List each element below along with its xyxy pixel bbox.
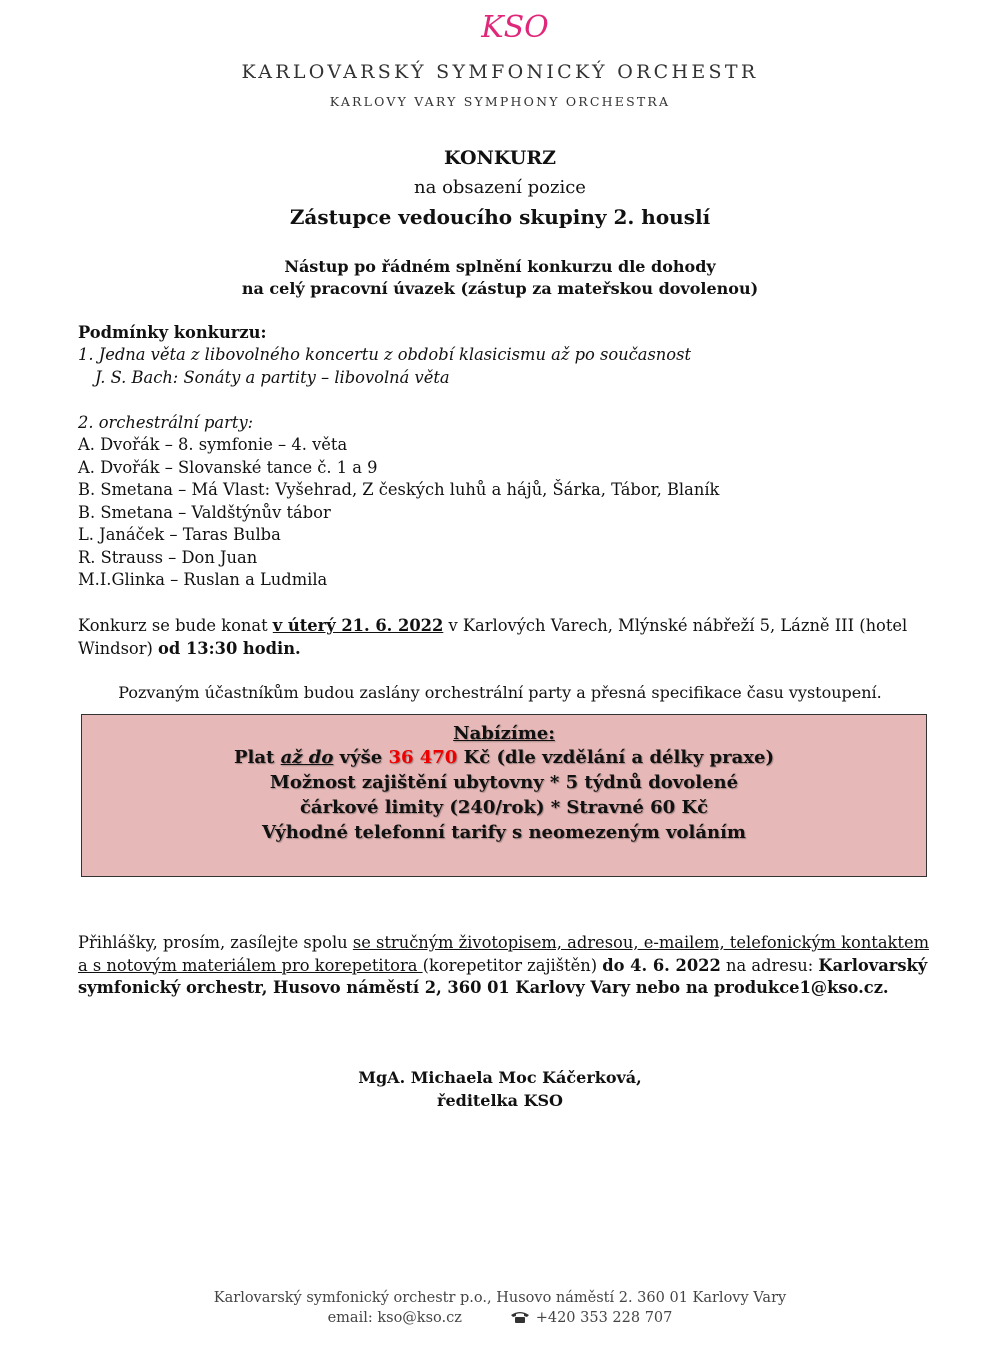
position-title: Zástupce vedoucího skupiny 2. houslí (289, 205, 711, 229)
condition-item-1: 1. Jedna věta z libovolného koncertu z období klasicismu až po současnost (78, 345, 691, 364)
page-title: KONKURZ (444, 147, 556, 169)
offer-line-4: Výhodné telefonní tarify s neomezeným voláním (262, 822, 746, 843)
salary-upto: až do (280, 747, 334, 768)
phone-icon (509, 1310, 531, 1324)
part-item: A. Dvořák – Slovanské tance č. 1 a 9 (78, 458, 378, 477)
signature-role: ředitelka KSO (437, 1091, 563, 1110)
org-name-en: KARLOVY VARY SYMPHONY ORCHESTRA (329, 94, 671, 109)
footer-email: email: kso@kso.cz (327, 1310, 462, 1326)
offer-line-2: Možnost zajištění ubytovny * 5 týdnů dovolené (269, 772, 739, 793)
part-item: R. Strauss – Don Juan (78, 548, 258, 567)
offer-salary (81, 747, 927, 768)
part-item: B. Smetana – Valdštýnův tábor (78, 503, 331, 522)
page-subtitle: na obsazení pozice (414, 177, 586, 198)
footer-contact (0, 1310, 1000, 1326)
logo-text: KSO (481, 10, 549, 45)
org-name: KARLOVARSKÝ SYMFONICKÝ ORCHESTR (241, 61, 759, 83)
footer-phone: +420 353 228 707 (535, 1310, 673, 1326)
offer-line-3: čárkové limity (240/rok) * Stravné 60 Kč (299, 797, 709, 818)
venue-time: od 13:30 hodin. (158, 638, 301, 658)
application-address: Karlovarský symfonický orchestr, Husovo náměstí 2, 360 01 Karlovy Vary nebo na produkce1@kso.cz. (78, 955, 928, 997)
part-item: M.I.Glinka – Ruslan a Ludmila (78, 570, 328, 589)
application-prefix: Přihlášky, prosím, zasílejte spolu (78, 933, 353, 952)
offer-heading: Nabízíme: (453, 723, 555, 744)
signature-name: MgA. Michaela Moc Káčerková, (358, 1068, 642, 1087)
venue-prefix: Konkurz se bude konat (78, 616, 273, 635)
conditions-heading: Podmínky konkurzu: (78, 323, 267, 342)
salary-amount: 36 470 (388, 747, 458, 768)
application-note: (korepetitor zajištěn) (422, 955, 603, 975)
venue-date: v úterý 21. 6. 2022 (272, 616, 444, 635)
condition-item-2-heading: 2. orchestrální party: (78, 413, 254, 432)
kso-logo (470, 6, 560, 46)
part-item: A. Dvořák – 8. symfonie – 4. věta (78, 435, 348, 454)
application-requirements: se stručným životopisem, adresou, e-mailem, telefonickým kontaktem a s notovým materiálem pro korepetitora (78, 933, 930, 975)
application-middle: na adresu: (720, 955, 819, 975)
invite-note: Pozvaným účastníkům budou zaslány orchestrální party a přesná specifikace času vystoupení. (118, 683, 882, 702)
salary-mid: výše (333, 747, 389, 768)
venue-paragraph (78, 615, 938, 660)
part-item: L. Janáček – Taras Bulba (78, 525, 281, 544)
part-item: B. Smetana – Má Vlast: Vyšehrad, Z českých luhů a hájů, Šárka, Tábor, Blaník (78, 480, 720, 499)
salary-suffix: Kč (dle vzdělání a délky praxe) (457, 747, 774, 768)
footer-address: Karlovarský symfonický orchestr p.o., Husovo náměstí 2. 360 01 Karlovy Vary (213, 1290, 787, 1306)
application-deadline: do 4. 6. 2022 (602, 955, 721, 975)
salary-prefix: Plat (234, 747, 281, 768)
start-line-1: Nástup po řádném splnění konkurzu dle dohody (284, 257, 716, 276)
condition-item-1-sub: J. S. Bach: Sonáty a partity – libovolná věta (95, 368, 450, 387)
application-paragraph (78, 932, 938, 1000)
venue-place: v Karlových Varech, Mlýnské nábřeží 5, Lázně III (hotel Windsor) (78, 616, 908, 658)
start-line-2: na celý pracovní úvazek (zástup za mateřskou dovolenou) (241, 279, 759, 298)
